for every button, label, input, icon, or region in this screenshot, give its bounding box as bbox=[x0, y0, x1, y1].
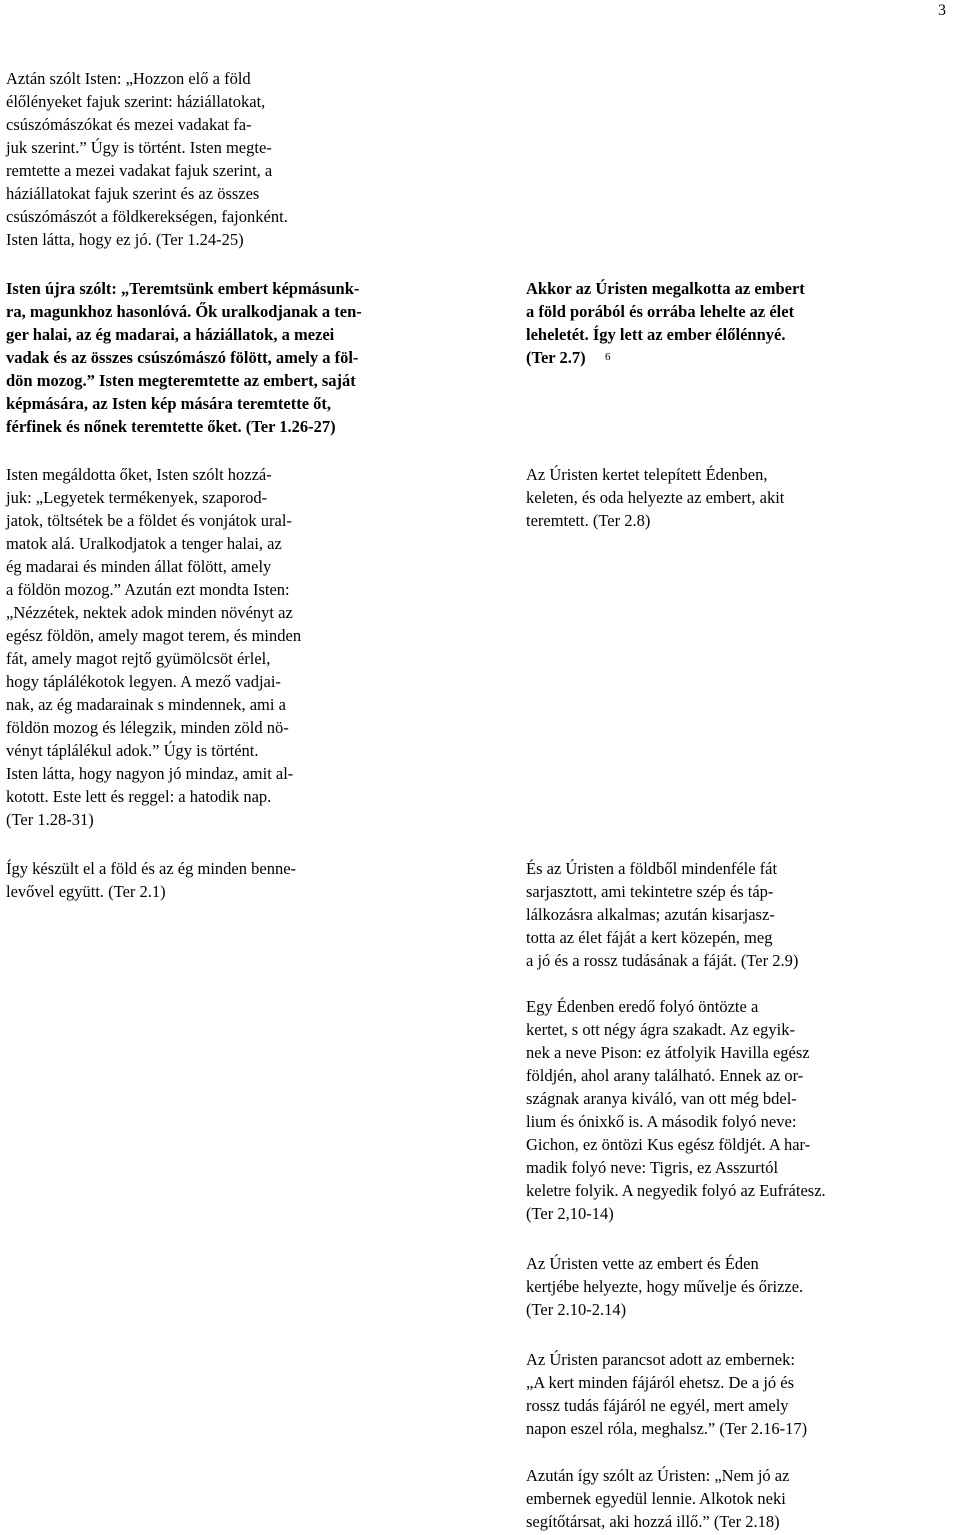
text-line: sarjasztott, ami tekintetre szép és táp- bbox=[526, 882, 774, 901]
text-line: Így készült el a föld és az ég minden benne- bbox=[6, 859, 297, 878]
text-line: embernek egyedül lennie. Alkotok neki bbox=[526, 1489, 786, 1508]
text-line: csúszómászókat és mezei vadakat fa- bbox=[6, 115, 252, 134]
text-line: Az Úristen kertet telepített Édenben, bbox=[526, 465, 768, 484]
text-line: lálkozásra alkalmas; azután kisarjasz- bbox=[526, 905, 775, 924]
text-line: Azután így szólt az Úristen: „Nem jó az bbox=[526, 1466, 790, 1485]
text-line: napon eszel róla, meghalsz.” (Ter 2.16-17) bbox=[526, 1419, 808, 1438]
text-line: keleten, és oda helyezte az embert, akit bbox=[526, 488, 785, 507]
text-line: Egy Édenben eredő folyó öntözte a bbox=[526, 997, 759, 1016]
text-line: a földön mozog.” Azután ezt mondta Isten: bbox=[6, 580, 290, 599]
text-line: nek a neve Pison: ez átfolyik Havilla egész bbox=[526, 1043, 810, 1062]
right-paragraph-6 bbox=[526, 1348, 807, 1440]
text-line: Isten megáldotta őket, Isten szólt hozzá- bbox=[6, 465, 272, 484]
text-line: juk szerint.” Úgy is történt. Isten megte- bbox=[6, 138, 272, 157]
right-paragraph-5 bbox=[526, 1252, 803, 1321]
text-line: csúszómászót a földkerekségen, fajonként. bbox=[6, 207, 288, 226]
text-line: Az Úristen parancsot adott az embernek: bbox=[526, 1350, 795, 1369]
right-paragraph-3 bbox=[526, 857, 798, 972]
text-line: rossz tudás fájáról ne egyél, mert amely bbox=[526, 1396, 789, 1415]
text-line: kertet, s ott négy ágra szakadt. Az egyik- bbox=[526, 1020, 795, 1039]
text-line: juk: „Legyetek termékenyek, szaporod- bbox=[6, 488, 268, 507]
text-line: totta az élet fáját a kert közepén, meg bbox=[526, 928, 773, 947]
right-paragraph-2 bbox=[526, 463, 784, 532]
text-line: matok alá. Uralkodjatok a tenger halai, az bbox=[6, 534, 282, 553]
text-line: madik folyó neve: Tigris, ez Asszurtól bbox=[526, 1158, 779, 1177]
text-line: ég madarai és minden állat fölött, amely bbox=[6, 557, 272, 576]
text-line: háziállatokat fajuk szerint és az összes bbox=[6, 184, 260, 203]
footnote-marker: 6 bbox=[605, 351, 611, 363]
text-line: segítőtársat, aki hozzá illő.” (Ter 2.18) bbox=[526, 1512, 780, 1531]
text-line: Akkor az Úristen megalkotta az embert bbox=[526, 279, 805, 298]
text-line: hogy táplálékotok legyen. A mező vadjai- bbox=[6, 672, 281, 691]
text-line: nak, az ég madarainak s mindennek, ami a bbox=[6, 695, 286, 714]
text-line: (Ter 2.7) bbox=[526, 348, 586, 367]
text-line: kotott. Este lett és reggel: a hatodik nap. bbox=[6, 787, 272, 806]
text-line: képmására, az Isten kép mására teremtette őt, bbox=[6, 394, 332, 413]
right-paragraph-4 bbox=[526, 995, 826, 1225]
text-line: földjén, ahol arany található. Ennek az or- bbox=[526, 1066, 804, 1085]
left-paragraph-4 bbox=[6, 857, 296, 903]
text-line: Az Úristen vette az embert és Éden bbox=[526, 1254, 759, 1273]
right-paragraph-7 bbox=[526, 1464, 789, 1533]
page-number: 3 bbox=[938, 2, 946, 19]
text-line: „Nézzétek, nektek adok minden növényt az bbox=[6, 603, 293, 622]
text-line: (Ter 1.28-31) bbox=[6, 810, 94, 829]
text-line: ra, magunkhoz hasonlóvá. Ők uralkodjanak a ten- bbox=[6, 302, 362, 321]
text-line: „A kert minden fájáról ehetsz. De a jó és bbox=[526, 1373, 795, 1392]
text-line: És az Úristen a földből mindenféle fát bbox=[526, 859, 778, 878]
text-line: a jó és a rossz tudásának a fáját. (Ter 2.9) bbox=[526, 951, 799, 970]
text-line: Isten látta, hogy nagyon jó mindaz, amit al- bbox=[6, 764, 294, 783]
text-line: egész földön, amely magot terem, és minden bbox=[6, 626, 302, 645]
text-line: Aztán szólt Isten: „Hozzon elő a föld bbox=[6, 69, 251, 88]
left-paragraph-3 bbox=[6, 463, 301, 831]
text-line: levővel együtt. (Ter 2.1) bbox=[6, 882, 166, 901]
text-line: Isten újra szólt: „Teremtsünk embert képmásunk- bbox=[6, 279, 360, 298]
text-line: élőlényeket fajuk szerint: háziállatokat, bbox=[6, 92, 266, 111]
text-line: leheletét. Így lett az ember élőlénnyé. bbox=[526, 325, 786, 344]
text-line: Gichon, ez öntözi Kus egész földjét. A har- bbox=[526, 1135, 811, 1154]
text-line: (Ter 2,10-14) bbox=[526, 1204, 614, 1223]
text-line: lium és ónixkő is. A második folyó neve: bbox=[526, 1112, 797, 1131]
text-line: jatok, töltsétek be a földet és vonjátok ural- bbox=[6, 511, 292, 530]
text-line: kertjébe helyezte, hogy művelje és őrizze. bbox=[526, 1277, 804, 1296]
text-line: vadak és az összes csúszómászó fölött, amely a föl- bbox=[6, 348, 359, 367]
right-paragraph-1 bbox=[526, 277, 805, 369]
text-line: Isten látta, hogy ez jó. (Ter 1.24-25) bbox=[6, 230, 244, 249]
text-line: vényt táplálékul adok.” Úgy is történt. bbox=[6, 741, 259, 760]
text-line: keletre folyik. A negyedik folyó az Eufrátesz. bbox=[526, 1181, 826, 1200]
left-paragraph-2 bbox=[6, 277, 362, 438]
text-line: remtette a mezei vadakat fajuk szerint, a bbox=[6, 161, 273, 180]
left-paragraph-1 bbox=[6, 67, 288, 251]
text-line: (Ter 2.10-2.14) bbox=[526, 1300, 627, 1319]
text-line: a föld porából és orrába lehelte az élet bbox=[526, 302, 795, 321]
text-line: ger halai, az ég madarai, a háziállatok, a mezei bbox=[6, 325, 335, 344]
text-line: földön mozog és lélegzik, minden zöld nö- bbox=[6, 718, 289, 737]
text-line: szágnak aranya kiváló, van ott még bdel- bbox=[526, 1089, 797, 1108]
text-line: dön mozog.” Isten megteremtette az embert, saját bbox=[6, 371, 356, 390]
text-line: férfinek és nőnek teremtette őket. (Ter 1.26-27) bbox=[6, 417, 336, 436]
text-line: fát, amely magot rejtő gyümölcsöt érlel, bbox=[6, 649, 271, 668]
text-line: teremtett. (Ter 2.8) bbox=[526, 511, 651, 530]
